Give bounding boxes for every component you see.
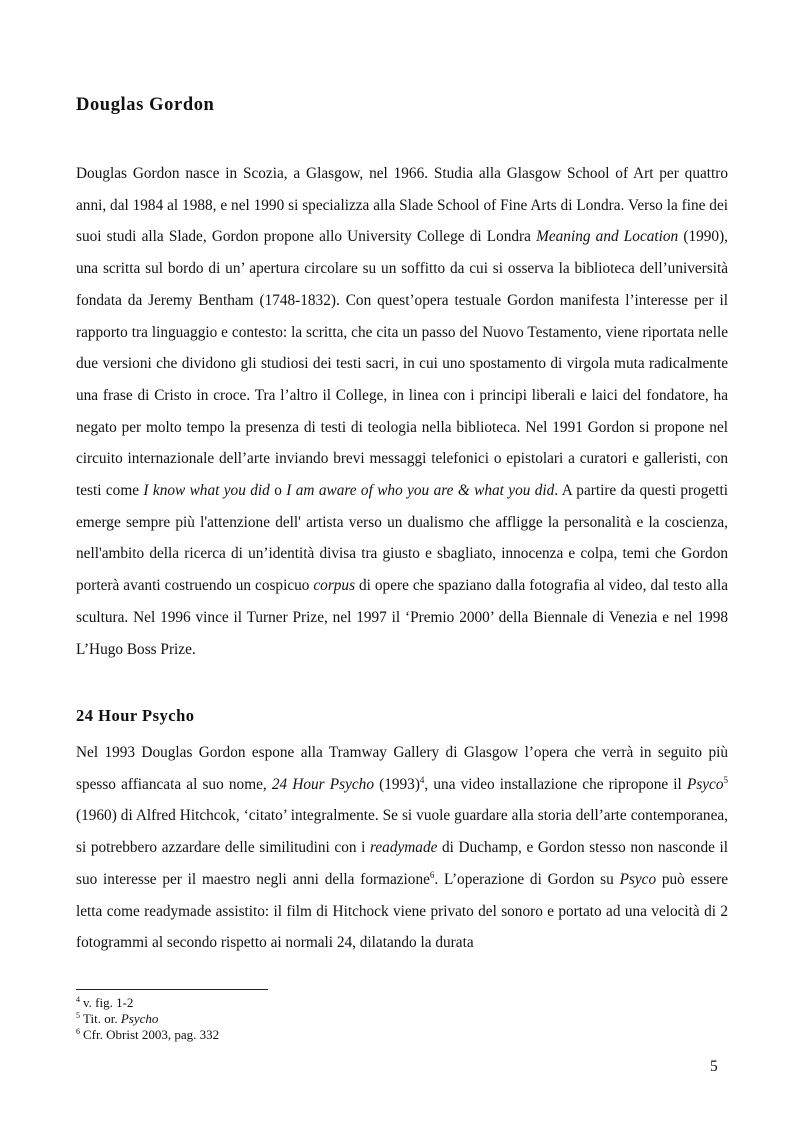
text-run: di Duchamp, e Gordon stesso non nasconde il suo interesse per il maestro negli anni della formazione — [76, 839, 728, 888]
footnote-6 — [76, 1027, 219, 1043]
page-number: 5 — [710, 1058, 718, 1075]
footnote-italic: Psycho — [120, 1011, 159, 1026]
footnote-text: Tit. or. — [83, 1011, 121, 1026]
footnote-ref-6: 6 — [429, 869, 435, 880]
text-run: o — [269, 482, 287, 500]
text-run: di opere che spaziano dalla fotografia al video, dal testo alla scultura. Nel 1996 vince il Turner Prize, nel 1997 il ‘Premio 2000’ della Biennale di Venezia e nel 1998 L’Hugo Boss Prize. — [76, 577, 728, 658]
footnote-ref-5: 5 — [723, 774, 728, 785]
footnote-number: 4 — [76, 994, 80, 1004]
text-run: . A partire da questi progetti emerge sempre più l'attenzione dell' artista verso un dualismo che affligge la personalità e la coscienza, nell'ambito della ricerca di un’identità divisa tra giusto e sbagliato, innocenza e colpa, temi che Gordon porterà avanti costruendo un cospicuo — [76, 482, 728, 595]
footnote-ref-4: 4 — [419, 774, 425, 785]
work-title-24-hour-psycho: 24 Hour Psycho — [271, 775, 374, 793]
section-heading-24-hour-psycho: 24 Hour Psycho — [76, 706, 195, 725]
film-title-psyco: Psyco — [619, 870, 657, 888]
work-title-i-know-what-you-did: I know what you did — [143, 482, 270, 500]
footnote-5 — [76, 1011, 219, 1027]
text-run: Nel 1993 Douglas Gordon espone alla Tramway Gallery di Glasgow l’opera che verrà in seguito più spesso affiancata al suo nome, — [76, 744, 728, 793]
text-run: (1960) di Alfred Hitchcok, ‘citato’ integralmente. Se si vuole guardare alla storia dell’arte contemporanea, si potrebbero azzardare delle similitudini con i — [76, 807, 728, 857]
text-run: , una video installazione che ripropone il — [424, 775, 687, 793]
term-corpus: corpus — [313, 577, 356, 595]
work-title-i-am-aware: I am aware of who you are & what you did — [286, 482, 555, 500]
footnote-number: 5 — [76, 1010, 80, 1020]
film-title-psyco: Psyco — [686, 775, 724, 793]
footnote-separator — [76, 989, 268, 990]
footnote-text: v. fig. 1-2 — [83, 995, 134, 1010]
footnote-4 — [76, 995, 219, 1011]
text-run: . L’operazione di Gordon su — [434, 870, 620, 888]
work-title-meaning-and-location: Meaning and Location — [536, 228, 679, 246]
footnote-text: Cfr. Obrist 2003, pag. 332 — [83, 1027, 220, 1042]
footnote-number: 6 — [76, 1026, 80, 1036]
section-heading-douglas-gordon: Douglas Gordon — [76, 95, 215, 115]
paragraph-24-hour-psycho — [76, 737, 728, 959]
footnotes — [76, 995, 219, 1043]
term-readymade: readymade — [370, 839, 438, 857]
text-run: può essere letta come readymade assistito: il film di Hitchock viene privato del sonoro e portato ad una velocità di 2 fotogrammi al secondo rispetto ai normali 24, dilatando la durata — [76, 870, 728, 952]
text-run: (1990), una scritta sul bordo di un’ apertura circolare su un soffitto da cui si osserva la biblioteca dell’università fondata da Jeremy Bentham (1748-1832). Con quest’opera testuale Gordon manifesta l’interesse per il rapporto tra linguaggio e contesto: la scritta, che cita un passo del Nuovo Testamento, viene riportata nelle due versioni che dividono gli studiosi dei testi sacri, in cui uno spostamento di virgola muta radicalmente una frase di Cristo in croce. Tra l’altro il College, in linea con i principi liberali e laici del fondatore, ha negato per molto tempo la presenza di testi di teologia nella biblioteca. Nel 1991 Gordon si propone nel circuito internazionale dell’arte inviando brevi messaggi telefonici o epistolari a curatori e galleristi, con testi come — [76, 228, 728, 500]
paragraph-biography — [76, 158, 728, 665]
text-run: (1993) — [373, 775, 420, 793]
text-run: Douglas Gordon nasce in Scozia, a Glasgow, nel 1966. Studia alla Glasgow School of Art per quattro anni, dal 1984 al 1988, e nel 1990 si specializza alla Slade School of Fine Arts di Londra. Verso la fine dei suoi studi alla Slade, Gordon propone allo University College di Londra — [76, 165, 728, 246]
